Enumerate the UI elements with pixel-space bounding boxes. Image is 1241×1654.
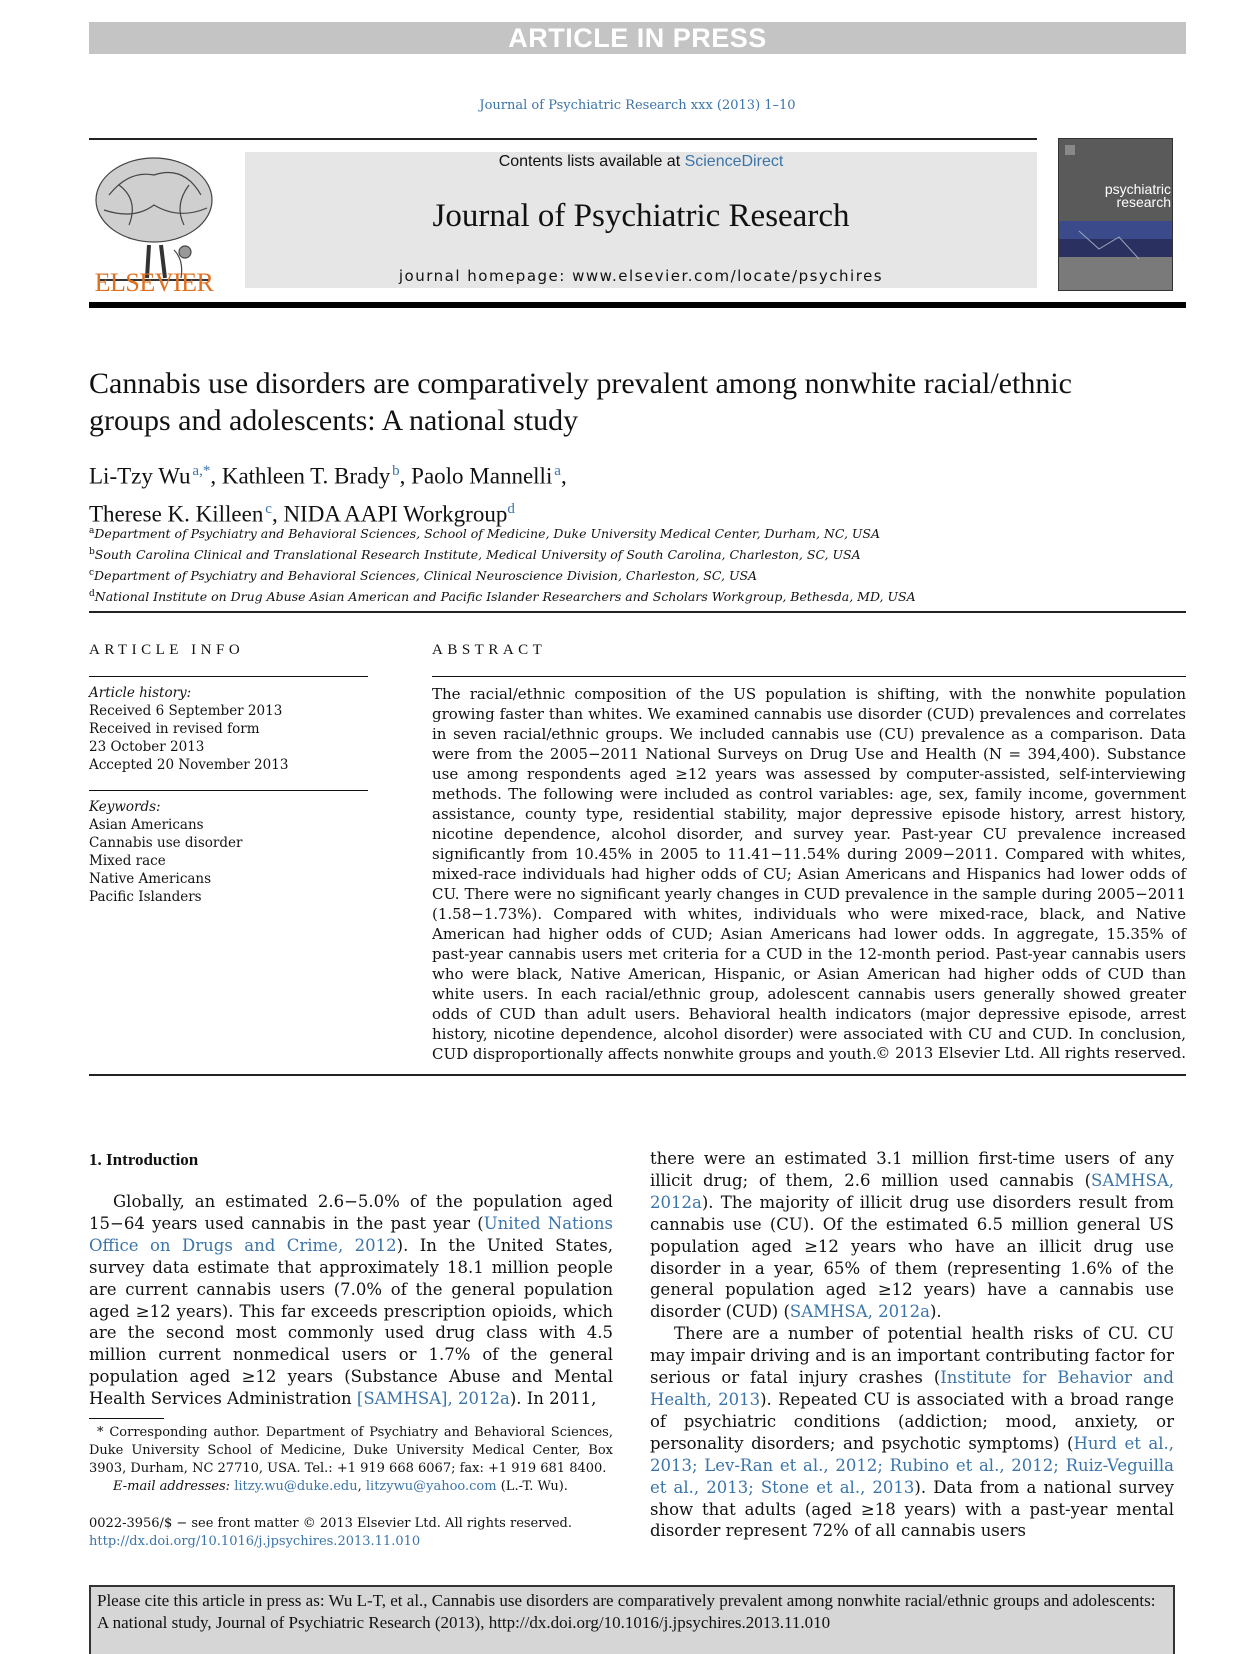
affiliation-text: National Institute on Drug Abuse Asian American and Pacific Islander Researchers and Scholars Workgroup, Bethesda, MD, USA [94, 589, 916, 605]
journal-homepage-link[interactable]: journal homepage: www.elsevier.com/locate/psychires [398, 267, 884, 285]
keywords-label: Keywords: [89, 799, 161, 815]
corresponding-author-footnote [89, 1424, 613, 1496]
sciencedirect-link[interactable]: ScienceDirect [684, 153, 784, 170]
abstract-heading: ABSTRACT [432, 642, 547, 658]
history-item: 23 October 2013 [89, 739, 205, 755]
author-affiliation-marker[interactable]: c [265, 500, 272, 517]
body-text: ). [929, 1302, 942, 1322]
article-info-heading: ARTICLE INFO [89, 642, 245, 658]
author-name: Paolo Mannelli [411, 463, 553, 489]
author-name: Kathleen T. Brady [221, 463, 391, 489]
keyword-item: Native Americans [89, 871, 212, 887]
body-text: Globally, an estimated 2.6−5.0% of the population aged 15−64 years used cannabis in the past year ( [89, 1192, 613, 1233]
affiliation-item [89, 564, 916, 585]
affiliation-list [89, 522, 916, 607]
article-in-press-banner: ARTICLE IN PRESS [89, 22, 1186, 54]
history-label: Article history: [89, 685, 192, 701]
publisher-wordmark: ELSEVIER [94, 268, 214, 297]
copyright-notice: © 2013 Elsevier Ltd. All rights reserved. [875, 1044, 1186, 1062]
front-matter [89, 1515, 572, 1551]
intro-right-column [650, 1148, 1174, 1542]
keyword-list [89, 798, 242, 906]
affiliation-marker: a [89, 526, 95, 536]
section-rule [89, 1074, 1186, 1076]
article-history [89, 684, 288, 774]
body-text: There are a number of potential health risks of CU. CU may impair driving and is an important contributing factor for serious or fatal injury crashes ( [650, 1324, 1174, 1388]
intro-paragraph-1 [89, 1191, 613, 1410]
citation-link[interactable]: SAMHSA, 2012a [650, 1170, 1174, 1212]
citation-box: Please cite this article in press as: Wu L-T, et al., Cannabis use disorders are comparatively prevalent among nonwhite racial/ethnic groups and adolescents: A national study, Journal of Psychiatric Research (2013), http://dx.doi.org/10.1016/j.jpsychires.2013.11.010 [89, 1585, 1175, 1654]
body-text: ). The majority of illicit drug use disorders result from cannabis use (CU). Of the estimated 6.5 million general US population aged ≥12 years who have an illicit drug use disorder in a year, 65% of them (representing 1.6% of the general population aged ≥12 years) have a cannabis use disorder (CUD) ( [650, 1192, 1174, 1322]
cover-title: psychiatric research [1104, 181, 1171, 210]
keyword-item: Asian Americans [89, 817, 204, 833]
history-item: Received in revised form [89, 721, 260, 737]
citation-link[interactable]: Hurd et al., 2013; Lev-Ran et al., 2012; Rubino et al., 2012; Ruiz-Veguilla et al., 2013; Stone et al., 2013 [650, 1433, 1174, 1497]
email-suffix: (L.-T. Wu). [500, 1479, 568, 1494]
affiliation-text: South Carolina Clinical and Translational Research Institute, Medical University of South Carolina, Charleston, SC, USA [94, 547, 861, 563]
affiliation-item [89, 522, 916, 543]
intro-paragraph-3 [650, 1323, 1174, 1542]
citation-link[interactable]: [SAMHSA], 2012a [356, 1389, 510, 1409]
affiliation-marker: d [89, 589, 95, 600]
issn-line: 0022-3956/$ − see front matter © 2013 Elsevier Ltd. All rights reserved. [89, 1516, 572, 1531]
author-affiliation-marker[interactable]: d [507, 500, 515, 517]
body-text: ). In 2011, [509, 1389, 597, 1409]
contents-prefix: Contents lists available at [498, 153, 685, 170]
masthead-bottom-rule [89, 302, 1186, 308]
history-item: Received 6 September 2013 [89, 703, 283, 719]
affiliation-text: Department of Psychiatry and Behavioral Sciences, School of Medicine, Duke University Medical Center, Durham, NC, USA [94, 526, 881, 542]
author-list: Li-Tzy Wu $^{a,*}$, Kathleen T. Brady $^b$, Paolo Mannelli $^a$, Therese K. Killeen $^c$, NIDA AAPI Workgroup$^d$ [89, 463, 567, 527]
author-name: Therese K. Killeen [89, 501, 264, 527]
email-link[interactable]: litzywu@yahoo.com [365, 1479, 497, 1494]
intro-paragraph-2 [650, 1148, 1174, 1323]
section-rule [89, 611, 1186, 613]
affiliation-marker: c [89, 568, 95, 579]
author-name: Li-Tzy Wu [89, 463, 191, 489]
keyword-item: Mixed race [89, 853, 166, 869]
keyword-item: Pacific Islanders [89, 889, 202, 905]
abstract-rule [432, 676, 1186, 677]
journal-cover-thumbnail-icon [1058, 138, 1173, 291]
email-line: E-mail addresses: litzy.wu@duke.edu, litzywu@yahoo.com (L.-T. Wu). [113, 1479, 568, 1494]
body-text: ). Data from a national survey show that adults (aged ≥18 years) with a past-year mental disorder represent 72% of all cannabis users [650, 1477, 1174, 1541]
header-rule [89, 138, 1037, 140]
author-name: NIDA AAPI Workgroup [283, 501, 508, 527]
email-label: E-mail addresses: [113, 1479, 231, 1494]
abstract-body: The racial/ethnic composition of the US population is shifting, with the nonwhite population growing faster than whites. We examined cannabis use disorder (CUD) prevalences and correlates in seven racial/ethnic groups. We included cannabis use (CU) prevalence as a comparison. Data were from the 2005−2011 National Surveys on Drug Use and Health (N = 394,400). Substance use among respondents aged ≥12 years was assessed by computer-assisted, self-interviewing methods. The following were included as control variables: age, sex, family income, government assistance, county type, residential stability, major depressive episode history, arrest history, nicotine dependence, alcohol disorder, and survey year. Past-year CU prevalence increased significantly from 10.45% in 2005 to 11.41−11.54% during 2009−2011. Compared with whites, mixed-race individuals had higher odds of CU; Asian Americans and Hispanics had lower odds of CU. There were no significant yearly changes in CUD prevalence in the sample during 2005−2011 (1.58−1.73%). Compared with whites, individuals who were mixed-race, black, and Native American had higher odds of CUD; Asian Americans had lower odds. In aggregate, 15.35% of past-year cannabis users met criteria for a CUD in the 12-month period. Past-year cannabis users who were black, Native American, Hispanic, or Asian American had higher odds of CUD than white users. In each racial/ethnic group, adolescent cannabis users generally showed greater odds of CUD than adult users. Behavioral health indicators (major depressive episode, arrest history, nicotine dependence, alcohol disorder) were associated with CU and CUD. In conclusion, CUD disproportionally affects nonwhite groups and youth. [432, 685, 1186, 1063]
body-text: ). Repeated CU is associated with a broad range of psychiatric conditions (addiction; mood, anxiety, or personality disorders; and psychotic symptoms) ( [650, 1389, 1174, 1453]
citation-link[interactable]: United Nations Office on Drugs and Crime, 2012 [89, 1213, 613, 1255]
author-affiliation-marker[interactable]: a,* [192, 463, 211, 479]
article-title: Cannabis use disorders are comparatively prevalent among nonwhite racial/ethnic groups and adolescents: A national study [89, 367, 1072, 437]
contents-line [245, 152, 1037, 172]
email-link[interactable]: litzy.wu@duke.edu [234, 1479, 358, 1494]
info-rule [89, 676, 368, 677]
journal-title: Journal of Psychiatric Research [432, 198, 850, 234]
journal-reference-link[interactable]: Journal of Psychiatric Research xxx (2013) 1–10 [479, 98, 796, 113]
affiliation-item [89, 543, 916, 564]
footnote-rule [89, 1418, 164, 1419]
citation-link[interactable]: SAMHSA, 2012a [789, 1302, 930, 1322]
journal-masthead [245, 152, 1037, 288]
body-text: ). In the United States, survey data estimate that approximately 18.1 million people are current cannabis users (7.0% of the general population aged ≥12 years). This far exceeds prescription opioids, which are the second most commonly used drug class with 4.5 million current nonmedical users or 1.7% of the general population aged ≥12 years (Substance Abuse and Mental Health Services Administration [89, 1235, 613, 1409]
affiliation-marker: b [89, 547, 95, 558]
affiliation-text: Department of Psychiatry and Behavioral Sciences, Clinical Neuroscience Division, Charleston, SC, USA [94, 568, 758, 584]
doi-link[interactable]: http://dx.doi.org/10.1016/j.jpsychires.2013.11.010 [89, 1534, 421, 1549]
footnote-text: * Corresponding author. Department of Psychiatry and Behavioral Sciences, Duke University School of Medicine, Duke University Medical Center, Box 3903, Durham, NC 27710, USA. Tel.: +1 919 668 6067; fax: +1 919 681 8400. [89, 1425, 613, 1476]
affiliation-item [89, 585, 916, 606]
history-item: Accepted 20 November 2013 [89, 757, 289, 773]
info-rule [89, 790, 368, 791]
citation-link[interactable]: Institute for Behavior and Health, 2013 [650, 1368, 1174, 1409]
keyword-item: Cannabis use disorder [89, 835, 243, 851]
author-affiliation-marker[interactable]: a [554, 463, 561, 479]
author-affiliation-marker[interactable]: b [392, 463, 400, 479]
body-text: there were an estimated 3.1 million first-time users of any illicit drug; of them, 2.6 million used cannabis ( [650, 1149, 1174, 1190]
introduction-heading: 1. Introduction [89, 1150, 199, 1169]
